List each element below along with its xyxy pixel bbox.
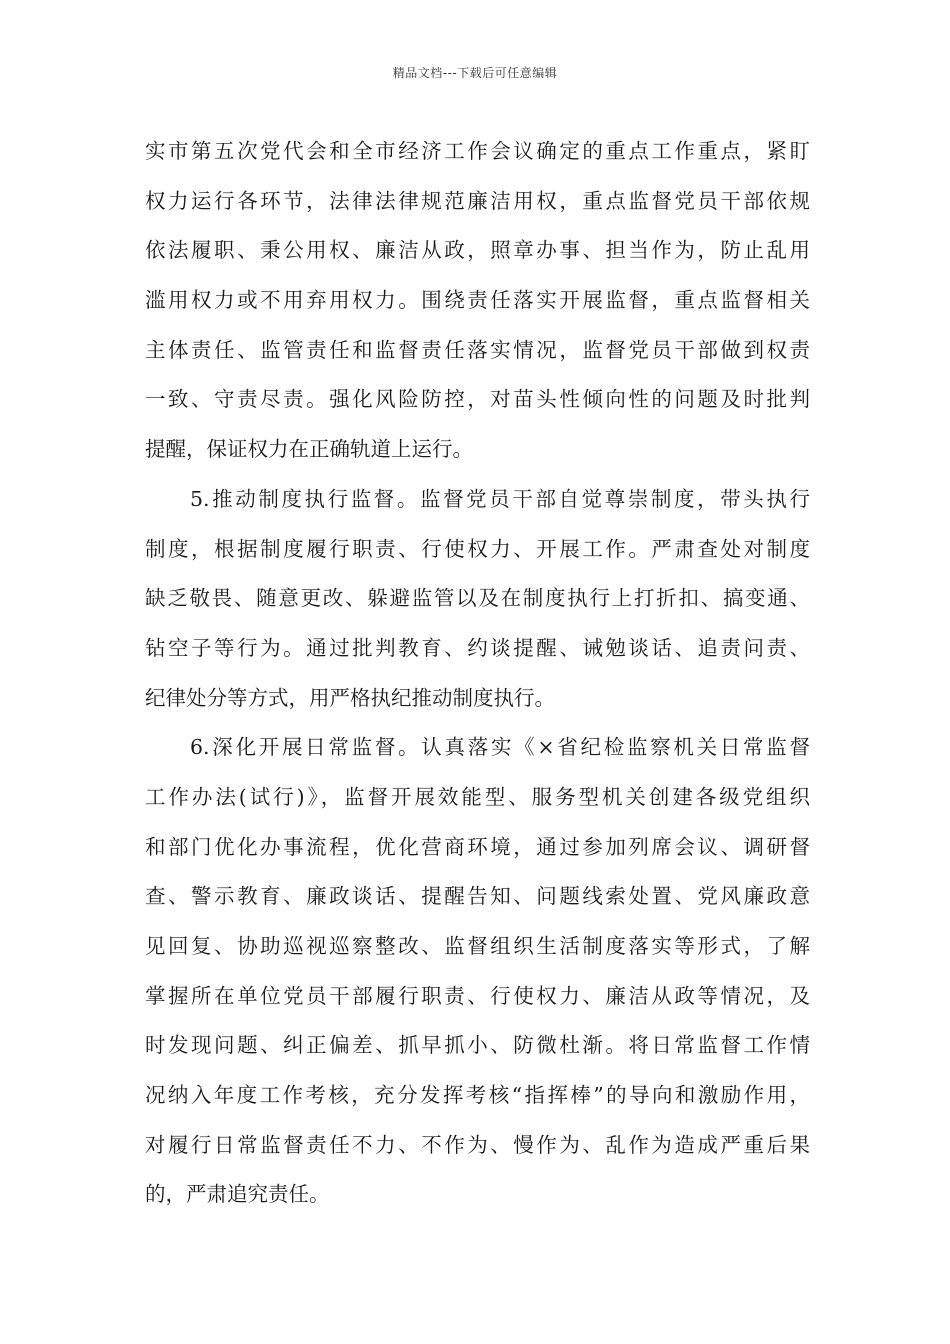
document-body	[145, 127, 810, 1220]
body-line: 缺乏敬畏、随意更改、躲避监管以及在制度执行上打折扣、搞变通、	[145, 586, 810, 611]
body-line: 掌握所在单位党员干部履行职责、行使权力、廉洁从政等情况，及	[145, 983, 810, 1008]
body-line: 纪律处分等方式，用严格执纪推动制度执行。	[145, 685, 555, 710]
body-line: 提醒，保证权力在正确轨道上运行。	[145, 437, 473, 462]
body-line: 和部门优化办事流程，优化营商环境，通过参加列席会议、调研督	[145, 834, 810, 859]
page-header: 精品文档---下载后可任意编辑	[392, 66, 558, 80]
body-line: 见回复、协助巡视巡察整改、监督组织生活制度落实等形式，了解	[145, 934, 810, 958]
paragraph-5-heading-line: 5.推动制度执行监督。监督党员干部自觉尊崇制度，带头执行	[190, 486, 810, 511]
body-line: 制度，根据制度履行职责、行使权力、开展工作。严肃查处对制度	[145, 536, 810, 561]
body-line: 查、警示教育、廉政谈话、提醒告知、问题线索处置、党风廉政意	[145, 884, 810, 909]
body-line: 一致、守责尽责。强化风险防控，对苗头性倾向性的问题及时批判	[145, 387, 810, 412]
body-line: 对履行日常监督责任不力、不作为、慢作为、乱作为造成严重后果	[145, 1132, 810, 1157]
paragraph-6-heading-line: 6.深化开展日常监督。认真落实《×省纪检监察机关日常监督	[190, 735, 810, 760]
body-line: 时发现问题、纠正偏差、抓早抓小、防微杜渐。将日常监督工作情	[145, 1033, 810, 1058]
body-line: 主体责任、监管责任和监督责任落实情况，监督党员干部做到权责	[145, 337, 810, 362]
body-line: 工作办法(试行)》，监督开展效能型、服务型机关创建各级党组织	[145, 784, 810, 809]
body-line: 依法履职、秉公用权、廉洁从政，照章办事、担当作为，防止乱用	[145, 238, 810, 263]
body-line: 的，严肃追究责任。	[145, 1182, 330, 1207]
body-line: 滥用权力或不用弃用权力。围绕责任落实开展监督，重点监督相关	[145, 288, 810, 313]
body-line: 权力运行各环节，法律法律规范廉洁用权，重点监督党员干部依规	[145, 188, 810, 213]
body-line: 况纳入年度工作考核，充分发挥考核“指挥棒”的导向和激励作用，	[145, 1083, 810, 1108]
body-line: 实市第五次党代会和全市经济工作会议确定的重点工作重点，紧盯	[145, 139, 810, 163]
body-line: 钻空子等行为。通过批判教育、约谈提醒、诫勉谈话、追责问责、	[145, 635, 810, 660]
